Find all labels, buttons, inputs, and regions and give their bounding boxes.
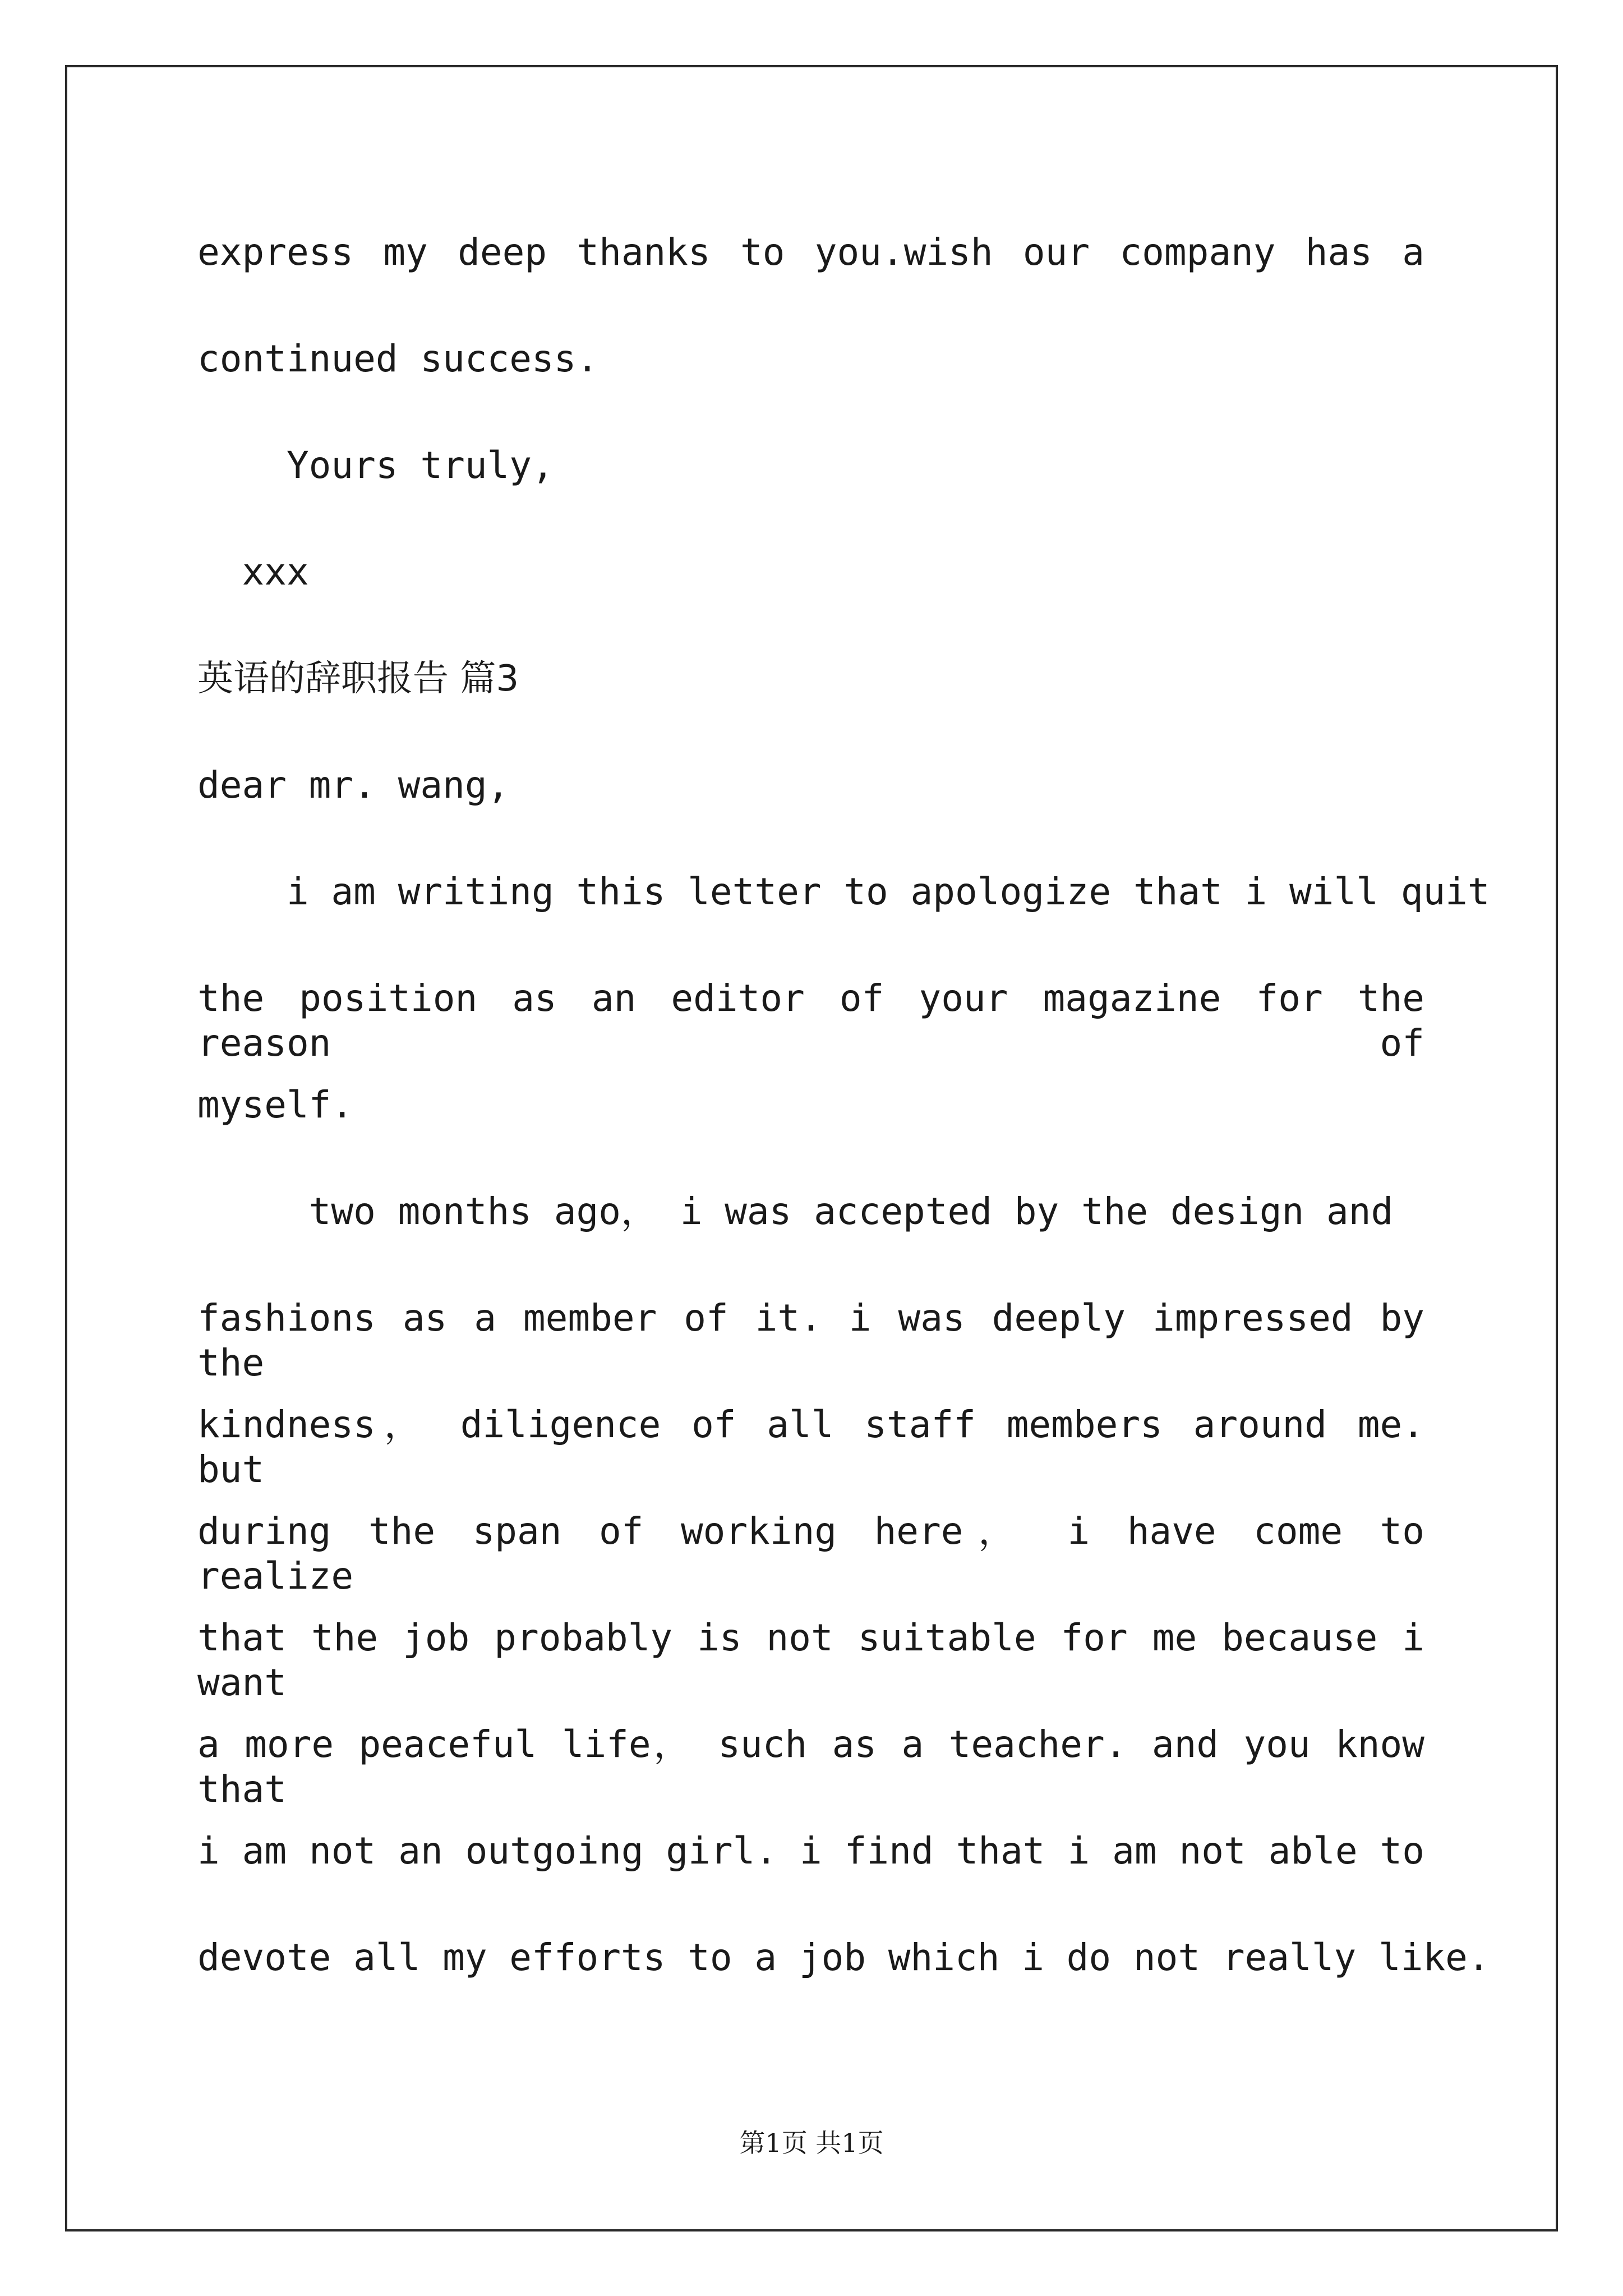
body-line-2: continued success. [197,337,599,380]
body-line-1: express my deep thanks to you.wish our company has a [197,231,1424,274]
body-line-10: that the job probably is not suitable for me because i want [197,1616,1424,1704]
body-line-9: during the span of working here， i have come to realize [197,1510,1424,1598]
section-heading: 英语的辞职报告 篇3 [197,658,519,700]
page-border [65,65,1558,2231]
signature: xxx [197,550,309,593]
body-line-3: i am writing this letter to apologize that i will quit [197,870,1490,913]
body-line-4: the position as an editor of your magazine for the reason of [197,977,1424,1065]
body-line-12: i am not an outgoing girl. i find that i am not able to [197,1829,1424,1872]
page-footer: 第1页 共1页 [739,2128,884,2158]
body-line-5: myself. [197,1083,354,1126]
greeting: dear mr. wang, [197,763,510,807]
body-line-6: two months ago， i was accepted by the design and [197,1190,1394,1233]
body-line-13: devote all my efforts to a job which i do not really like. [197,1936,1490,1979]
body-line-7: fashions as a member of it. i was deeply impressed by the [197,1296,1424,1384]
body-line-11: a more peaceful life， such as a teacher. and you know that [197,1723,1424,1811]
body-line-8: kindness， diligence of all staff members around me. but [197,1403,1424,1491]
closing-salutation: Yours truly, [197,444,554,487]
